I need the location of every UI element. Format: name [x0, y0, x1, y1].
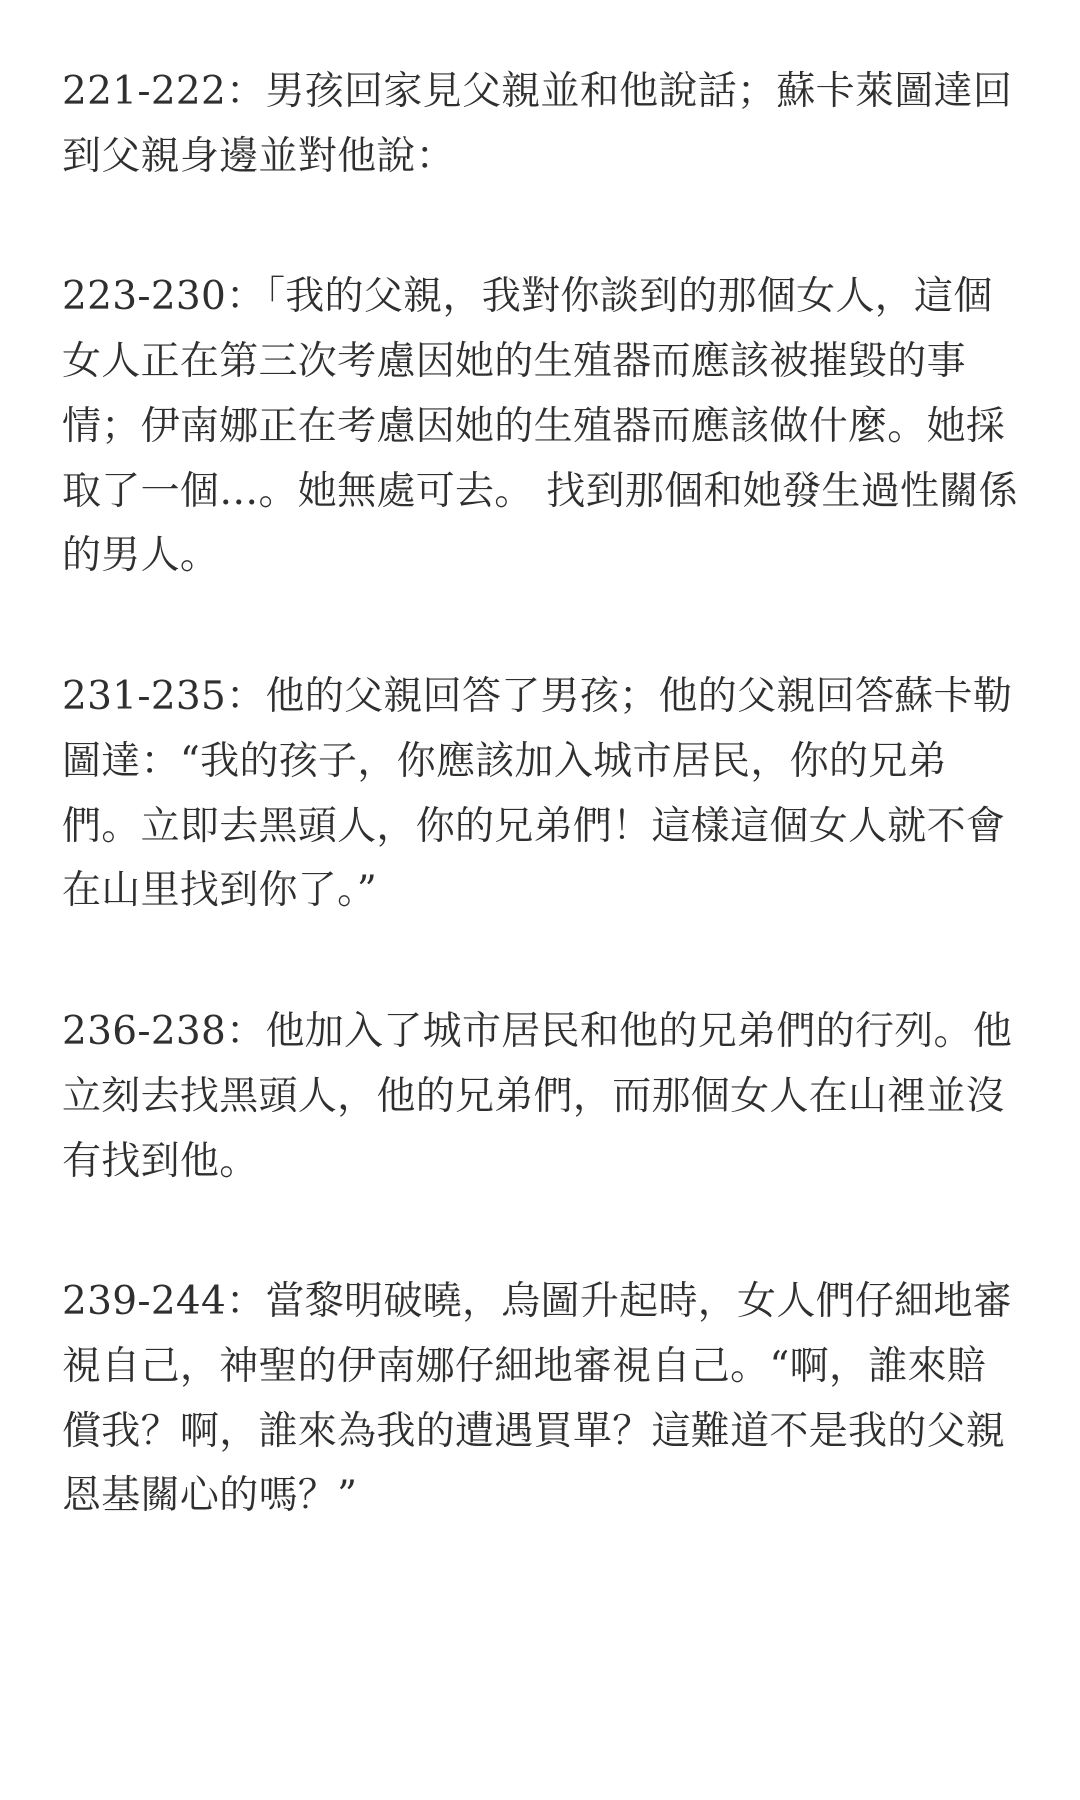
paragraph-231-235: 231-235：他的父親回答了男孩；他的父親回答蘇卡勒圖達：“我的孩子，你應該加入城市居民，你的兄弟們。立即去黑頭人，你的兄弟們！這樣這個女人就不會在山里找到你了。”: [62, 674, 1013, 914]
paragraph-239-244: 239-244：當黎明破曉，烏圖升起時，女人們仔細地審視自己，神聖的伊南娜仔細地審視自己。“啊，誰來賠償我？啊，誰來為我的遭遇買單？這難道不是我的父親恩基關心的嗎？”: [62, 1279, 1013, 1519]
document-body: [62, 60, 1022, 1605]
paragraph-223-230: 223-230：「我的父親，我對你談到的那個女人，這個女人正在第三次考慮因她的生殖器而應該被摧毀的事情；伊南娜正在考慮因她的生殖器而應該做什麼。她採取了一個…。她無處可去。 找到那個和她發生過性關係的男人。: [62, 274, 1018, 579]
paragraph-236-238: 236-238：他加入了城市居民和他的兄弟們的行列。他立刻去找黑頭人，他的兄弟們，而那個女人在山裡並沒有找到他。: [62, 1009, 1013, 1184]
paragraph-221-222: 221-222：男孩回家見父親並和他說話；蘇卡萊圖達回到父親身邊並對他說：: [62, 69, 1013, 179]
